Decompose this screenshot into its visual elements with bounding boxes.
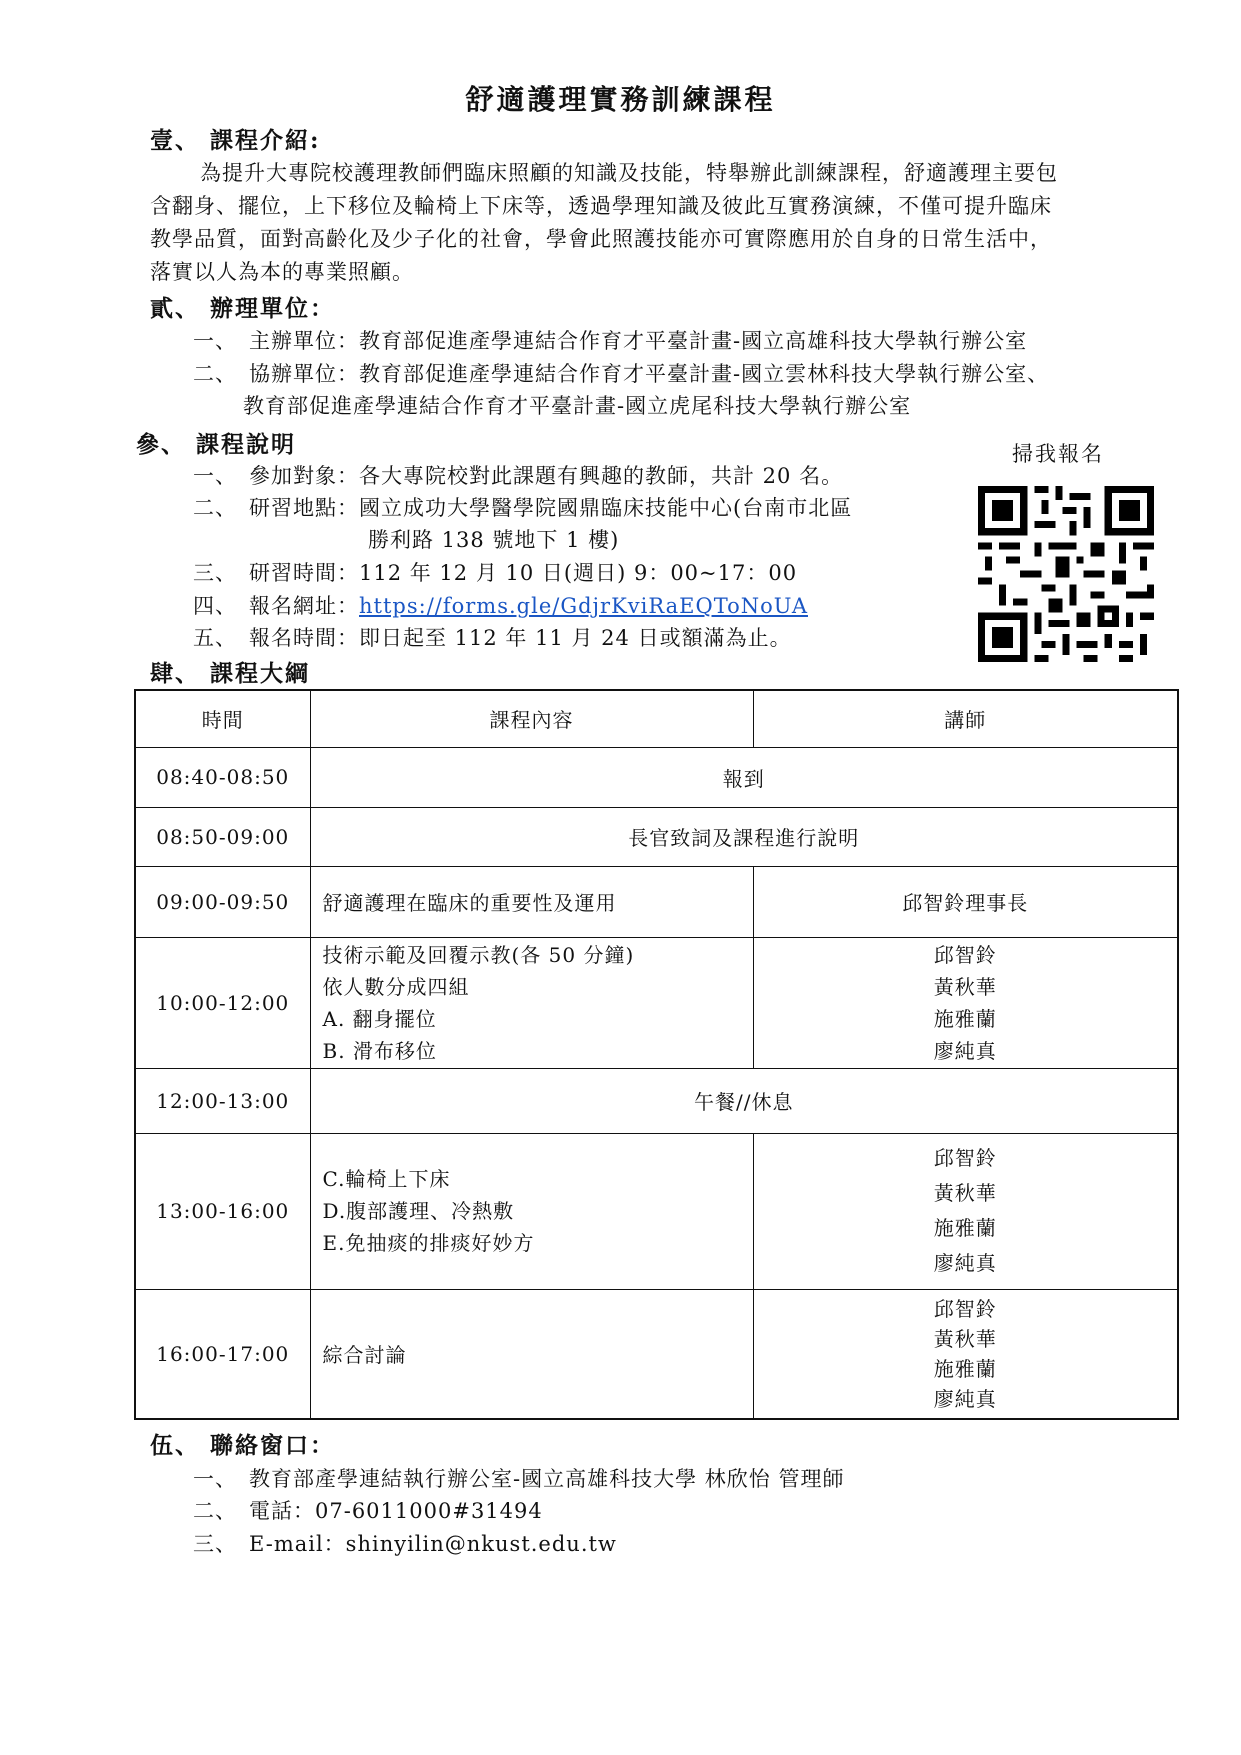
section-2-heading: 貳、 辦理單位： [150,295,336,322]
row-merged: 長官致詞及課程進行說明 [310,807,1178,866]
section-3-heading: 參、 課程說明 [136,431,297,458]
contact-phone-item: 二、 電話：07-6011000#31494 [193,1499,543,1523]
row-merged: 午餐//休息 [310,1068,1178,1133]
schedule-table [134,689,1179,1420]
section-1-heading: 壹、 課程介紹: [150,127,321,154]
row-instructor: 邱智鈴理事長 [753,866,1178,937]
participants-item: 一、 參加對象：各大專院校對此課題有興趣的教師，共計 20 名。 [193,464,844,488]
table-row [135,1133,1178,1289]
row-content: 技術示範及回覆示教(各 50 分鐘) 依人數分成四組 A. 翻身擺位 B. 滑布移位 [310,937,753,1068]
row-time: 12:00-13:00 [135,1068,310,1133]
qr-label: 掃我報名 [1012,442,1104,466]
table-row [135,747,1178,807]
table-row [135,1068,1178,1133]
document-title: 舒適護理實務訓練課程 [465,83,776,116]
row-instructor: 邱智鈴 黃秋華 施雅蘭 廖純真 [753,1133,1178,1289]
registration-deadline-item: 五、 報名時間：即日起至 112 年 11 月 24 日或額滿為止。 [193,626,792,650]
header-time: 時間 [135,690,310,747]
row-time: 08:50-09:00 [135,807,310,866]
intro-paragraph [150,157,1058,289]
row-instructor: 邱智鈴 黃秋華 施雅蘭 廖純真 [753,1289,1178,1419]
intro-line-3: 教學品質，面對高齡化及少子化的社會，學會此照護技能亦可實際應用於自身的日常生活中， [150,227,1052,251]
table-row [135,937,1178,1068]
table-row [135,866,1178,937]
intro-line-1: 為提升大專院校護理教師們臨床照顧的知識及技能，特舉辦此訓練課程，舒適護理主要包 [200,161,1058,185]
row-instructor: 邱智鈴 黃秋華 施雅蘭 廖純真 [753,937,1178,1068]
row-merged: 報到 [310,747,1178,807]
contact-office-item: 一、 教育部產學連結執行辦公室-國立高雄科技大學 林欣怡 管理師 [193,1467,845,1491]
table-header-row [135,690,1178,747]
row-content: C.輪椅上下床 D.腹部護理、冷熱敷 E.免抽痰的排痰好妙方 [310,1133,753,1289]
section-4-heading: 肆、 課程大綱 [150,660,311,687]
co-organizer-continuation: 教育部促進產學連結合作育才平臺計畫-國立虎尾科技大學執行辦公室 [243,394,912,418]
row-time: 10:00-12:00 [135,937,310,1068]
table-row [135,807,1178,866]
section-5-heading: 伍、 聯絡窗口： [150,1432,336,1459]
intro-line-2: 含翻身、擺位，上下移位及輪椅上下床等，透過學理知識及彼此互實務演練，不僅可提升臨床 [150,194,1052,218]
row-time: 16:00-17:00 [135,1289,310,1419]
table-row [135,1289,1178,1419]
row-time: 08:40-08:50 [135,747,310,807]
header-instructor: 講師 [753,690,1178,747]
contact-email-item: 三、 E-mail：shinyilin@nkust.edu.tw [193,1532,617,1556]
row-content: 舒適護理在臨床的重要性及運用 [310,866,753,937]
intro-line-4: 落實以人為本的專業照顧。 [150,260,414,284]
registration-link[interactable]: https://forms.gle/GdjrKviRaEQToNoUA [359,594,808,618]
qr-code-icon[interactable] [978,486,1154,662]
organizer-text: 主辦單位：教育部促進產學連結合作育才平臺計畫-國立高雄科技大學執行辦公室 [249,329,1028,353]
co-organizer-text: 協辦單位：教育部促進產學連結合作育才平臺計畫-國立雲林科技大學執行辦公室、 [249,362,1050,386]
row-time: 13:00-16:00 [135,1133,310,1289]
location-item: 二、 研習地點：國立成功大學醫學院國鼎臨床技能中心(台南市北區 [193,496,853,520]
time-item: 三、 研習時間：112 年 12 月 10 日(週日) 9：00~17：00 [193,561,798,585]
location-continuation: 勝利路 138 號地下 1 樓) [368,528,620,552]
row-content: 綜合討論 [310,1289,753,1419]
co-organizer-item: 二、 協辦單位：教育部促進產學連結合作育才平臺計畫-國立雲林科技大學執行辦公室、 [193,362,1050,386]
header-content: 課程內容 [310,690,753,747]
organizer-item: 一、 主辦單位：教育部促進產學連結合作育才平臺計畫-國立高雄科技大學執行辦公室 [193,329,1028,353]
row-time: 09:00-09:50 [135,866,310,937]
registration-url-item: 四、 報名網址：https://forms.gle/GdjrKviRaEQToNoUA [193,594,808,618]
